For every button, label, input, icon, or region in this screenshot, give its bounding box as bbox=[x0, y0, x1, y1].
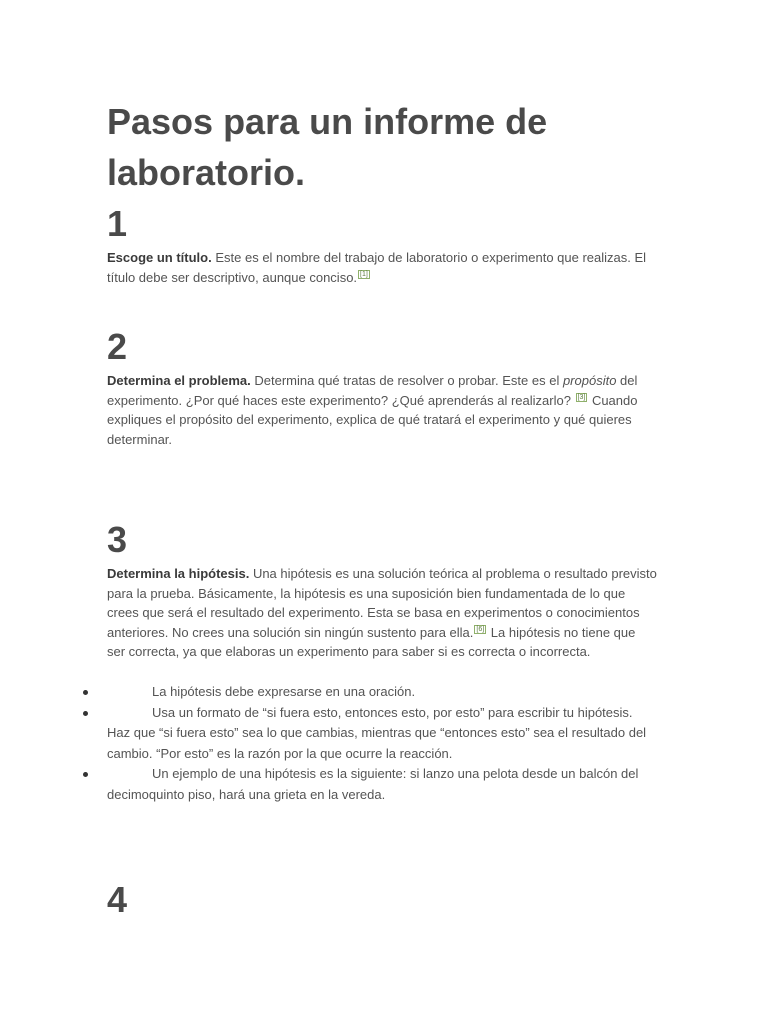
reference-link-1[interactable]: [1] bbox=[360, 270, 368, 278]
step-1-paragraph bbox=[107, 248, 657, 287]
step-number-3: 3 bbox=[107, 519, 128, 560]
reference-link-6[interactable]: [6] bbox=[476, 625, 485, 633]
step-2-text-b: del experimento. ¿Por qué haces este experimento? ¿Qué aprenderás al realizarlo? bbox=[107, 373, 638, 408]
step-3-text-a: Una hipótesis es una solución teórica al problema o resultado previsto para la prueba. Básicamente, la hipótesis es una suposición bien fundamentada de lo que crees que será el resultado del experimento. Esta se basa en experimentos o conocimientos anteriores. No crees una solución sin ningún sustento para ella. bbox=[107, 566, 657, 640]
step-number-2: 2 bbox=[107, 326, 128, 367]
step-3-lead: Determina la hipótesis. bbox=[107, 566, 250, 581]
step-2-paragraph bbox=[107, 371, 657, 449]
step-2-italic: propósito bbox=[562, 373, 617, 388]
step-3-text-b: La hipótesis no tiene que ser correcta, ya que elaboras un experimento para saber si es correcta o incorrecta. bbox=[107, 624, 636, 660]
step-3-paragraph bbox=[107, 564, 657, 662]
bullet-icon bbox=[83, 690, 88, 695]
bullet-icon bbox=[83, 711, 88, 716]
step-1-text: Este es el nombre del trabajo de laboratorio o experimento que realizas. El título debe ser descriptivo, aunque conciso. bbox=[107, 250, 647, 285]
step-3-bullet-list bbox=[84, 682, 657, 805]
step-1-lead: Escoge un título. bbox=[107, 250, 212, 265]
bullet-icon bbox=[83, 772, 88, 777]
step-number-1: 1 bbox=[107, 203, 128, 244]
step-number-4: 4 bbox=[107, 879, 128, 920]
page-title: Pasos para un informe de laboratorio. bbox=[107, 101, 548, 193]
list-item-text: Usa un formato de “si fuera esto, entonces esto, por esto” para escribir tu hipótesis. Haz que “si fuera esto” sea lo que cambias, mientras que “entonces esto” sea el resultado del cambio. “Por esto” es la razón por la que ocurre la reacción. bbox=[107, 704, 647, 761]
list-item bbox=[84, 682, 657, 703]
list-item bbox=[84, 764, 657, 805]
step-2-text-c: Cuando expliques el propósito del experimento, explica de qué tratará el experimento y qué quieres determinar. bbox=[107, 392, 638, 447]
step-2-lead: Determina el problema. bbox=[107, 373, 251, 388]
step-2-text-a: Determina qué tratas de resolver o probar. Este es el bbox=[250, 373, 563, 388]
list-item-text: Un ejemplo de una hipótesis es la siguiente: si lanzo una pelota desde un balcón del decimoquinto piso, hará una grieta en la vereda. bbox=[107, 766, 639, 802]
list-item bbox=[84, 703, 657, 765]
list-item-text: La hipótesis debe expresarse en una oración. bbox=[152, 684, 416, 699]
reference-link-3[interactable]: [3] bbox=[577, 393, 586, 401]
